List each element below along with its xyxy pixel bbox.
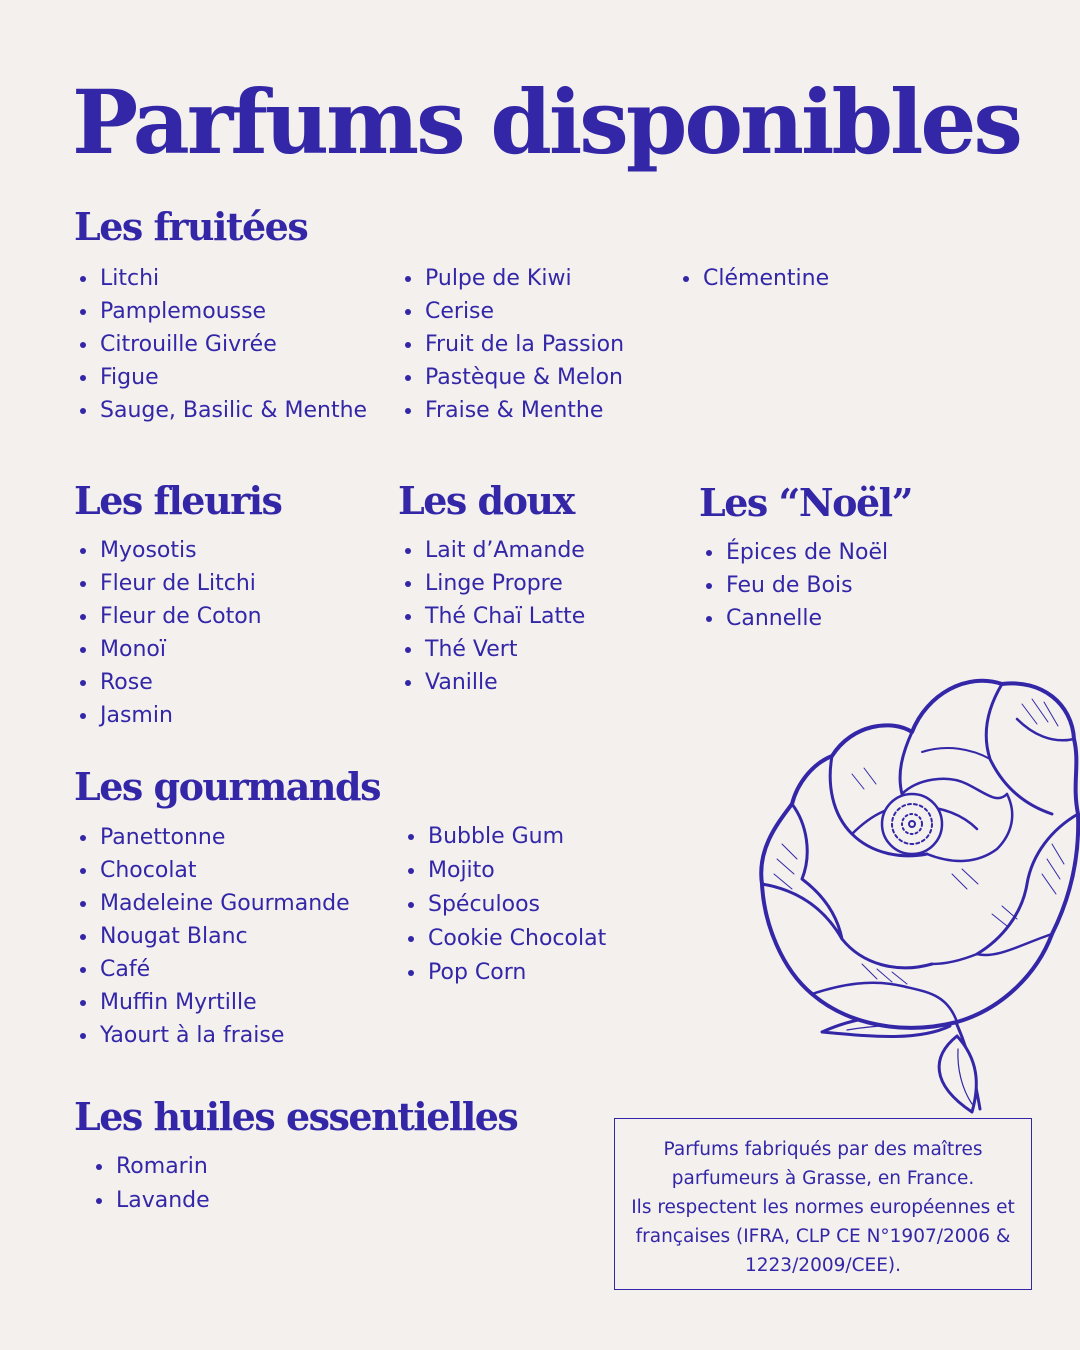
list-huiles (92, 1150, 210, 1218)
list-gourmands-col2 (404, 820, 606, 990)
list-item: Figue (76, 361, 367, 394)
list-item: Panettonne (76, 821, 350, 854)
list-item: Pop Corn (404, 956, 606, 990)
list-item: Lavande (92, 1184, 210, 1218)
list-item: Sauge, Basilic & Menthe (76, 394, 367, 427)
list-item: Madeleine Gourmande (76, 887, 350, 920)
list-item: Épices de Noël (702, 536, 888, 569)
info-line: Ils respectent les normes européennes et (631, 1197, 1015, 1218)
heading-gourmands: Les gourmands (74, 764, 381, 809)
list-item: Feu de Bois (702, 569, 888, 602)
list-fruitees-col2 (401, 262, 624, 427)
list-item: Fleur de Litchi (76, 567, 262, 600)
info-line: 1223/2009/CEE). (744, 1255, 902, 1276)
list-item: Citrouille Givrée (76, 328, 367, 361)
list-item: Pamplemousse (76, 295, 367, 328)
list-item: Clémentine (679, 262, 829, 295)
list-fruitees-col3 (679, 262, 829, 295)
list-item: Yaourt à la fraise (76, 1019, 350, 1052)
list-item: Pastèque & Melon (401, 361, 624, 394)
list-item: Mojito (404, 854, 606, 888)
info-box (614, 1118, 1032, 1290)
info-line: Parfums fabriqués par des maîtres (663, 1139, 983, 1160)
page-title: Parfums disponibles (72, 70, 1020, 174)
list-fleuris (76, 534, 262, 732)
list-item: Monoï (76, 633, 262, 666)
list-item: Thé Vert (401, 633, 585, 666)
list-item: Thé Chaï Latte (401, 600, 585, 633)
list-item: Muffin Myrtille (76, 986, 350, 1019)
list-item: Cookie Chocolat (404, 922, 606, 956)
list-noel (702, 536, 888, 635)
heading-fleuris: Les fleuris (74, 478, 282, 523)
list-item: Cannelle (702, 602, 888, 635)
list-item: Vanille (401, 666, 585, 699)
list-item: Rose (76, 666, 262, 699)
list-item: Fruit de la Passion (401, 328, 624, 361)
list-item: Lait d’Amande (401, 534, 585, 567)
list-item: Café (76, 953, 350, 986)
heading-huiles: Les huiles essentielles (74, 1094, 518, 1139)
list-gourmands-col1 (76, 821, 350, 1052)
list-item: Romarin (92, 1150, 210, 1184)
list-item: Jasmin (76, 699, 262, 732)
list-item: Chocolat (76, 854, 350, 887)
list-item: Spéculoos (404, 888, 606, 922)
list-item: Linge Propre (401, 567, 585, 600)
list-doux (401, 534, 585, 699)
peony-flower-icon (752, 664, 1080, 1116)
list-item: Pulpe de Kiwi (401, 262, 624, 295)
info-line: françaises (IFRA, CLP CE N°1907/2006 & (635, 1226, 1011, 1247)
heading-noel: Les “Noël” (699, 480, 912, 525)
info-line: parfumeurs à Grasse, en France. (671, 1168, 975, 1189)
list-item: Myosotis (76, 534, 262, 567)
list-item: Nougat Blanc (76, 920, 350, 953)
list-item: Bubble Gum (404, 820, 606, 854)
list-item: Litchi (76, 262, 367, 295)
heading-doux: Les doux (398, 478, 574, 523)
list-item: Fraise & Menthe (401, 394, 624, 427)
list-fruitees-col1 (76, 262, 367, 427)
heading-fruitees: Les fruitées (74, 204, 308, 249)
list-item: Cerise (401, 295, 624, 328)
list-item: Fleur de Coton (76, 600, 262, 633)
